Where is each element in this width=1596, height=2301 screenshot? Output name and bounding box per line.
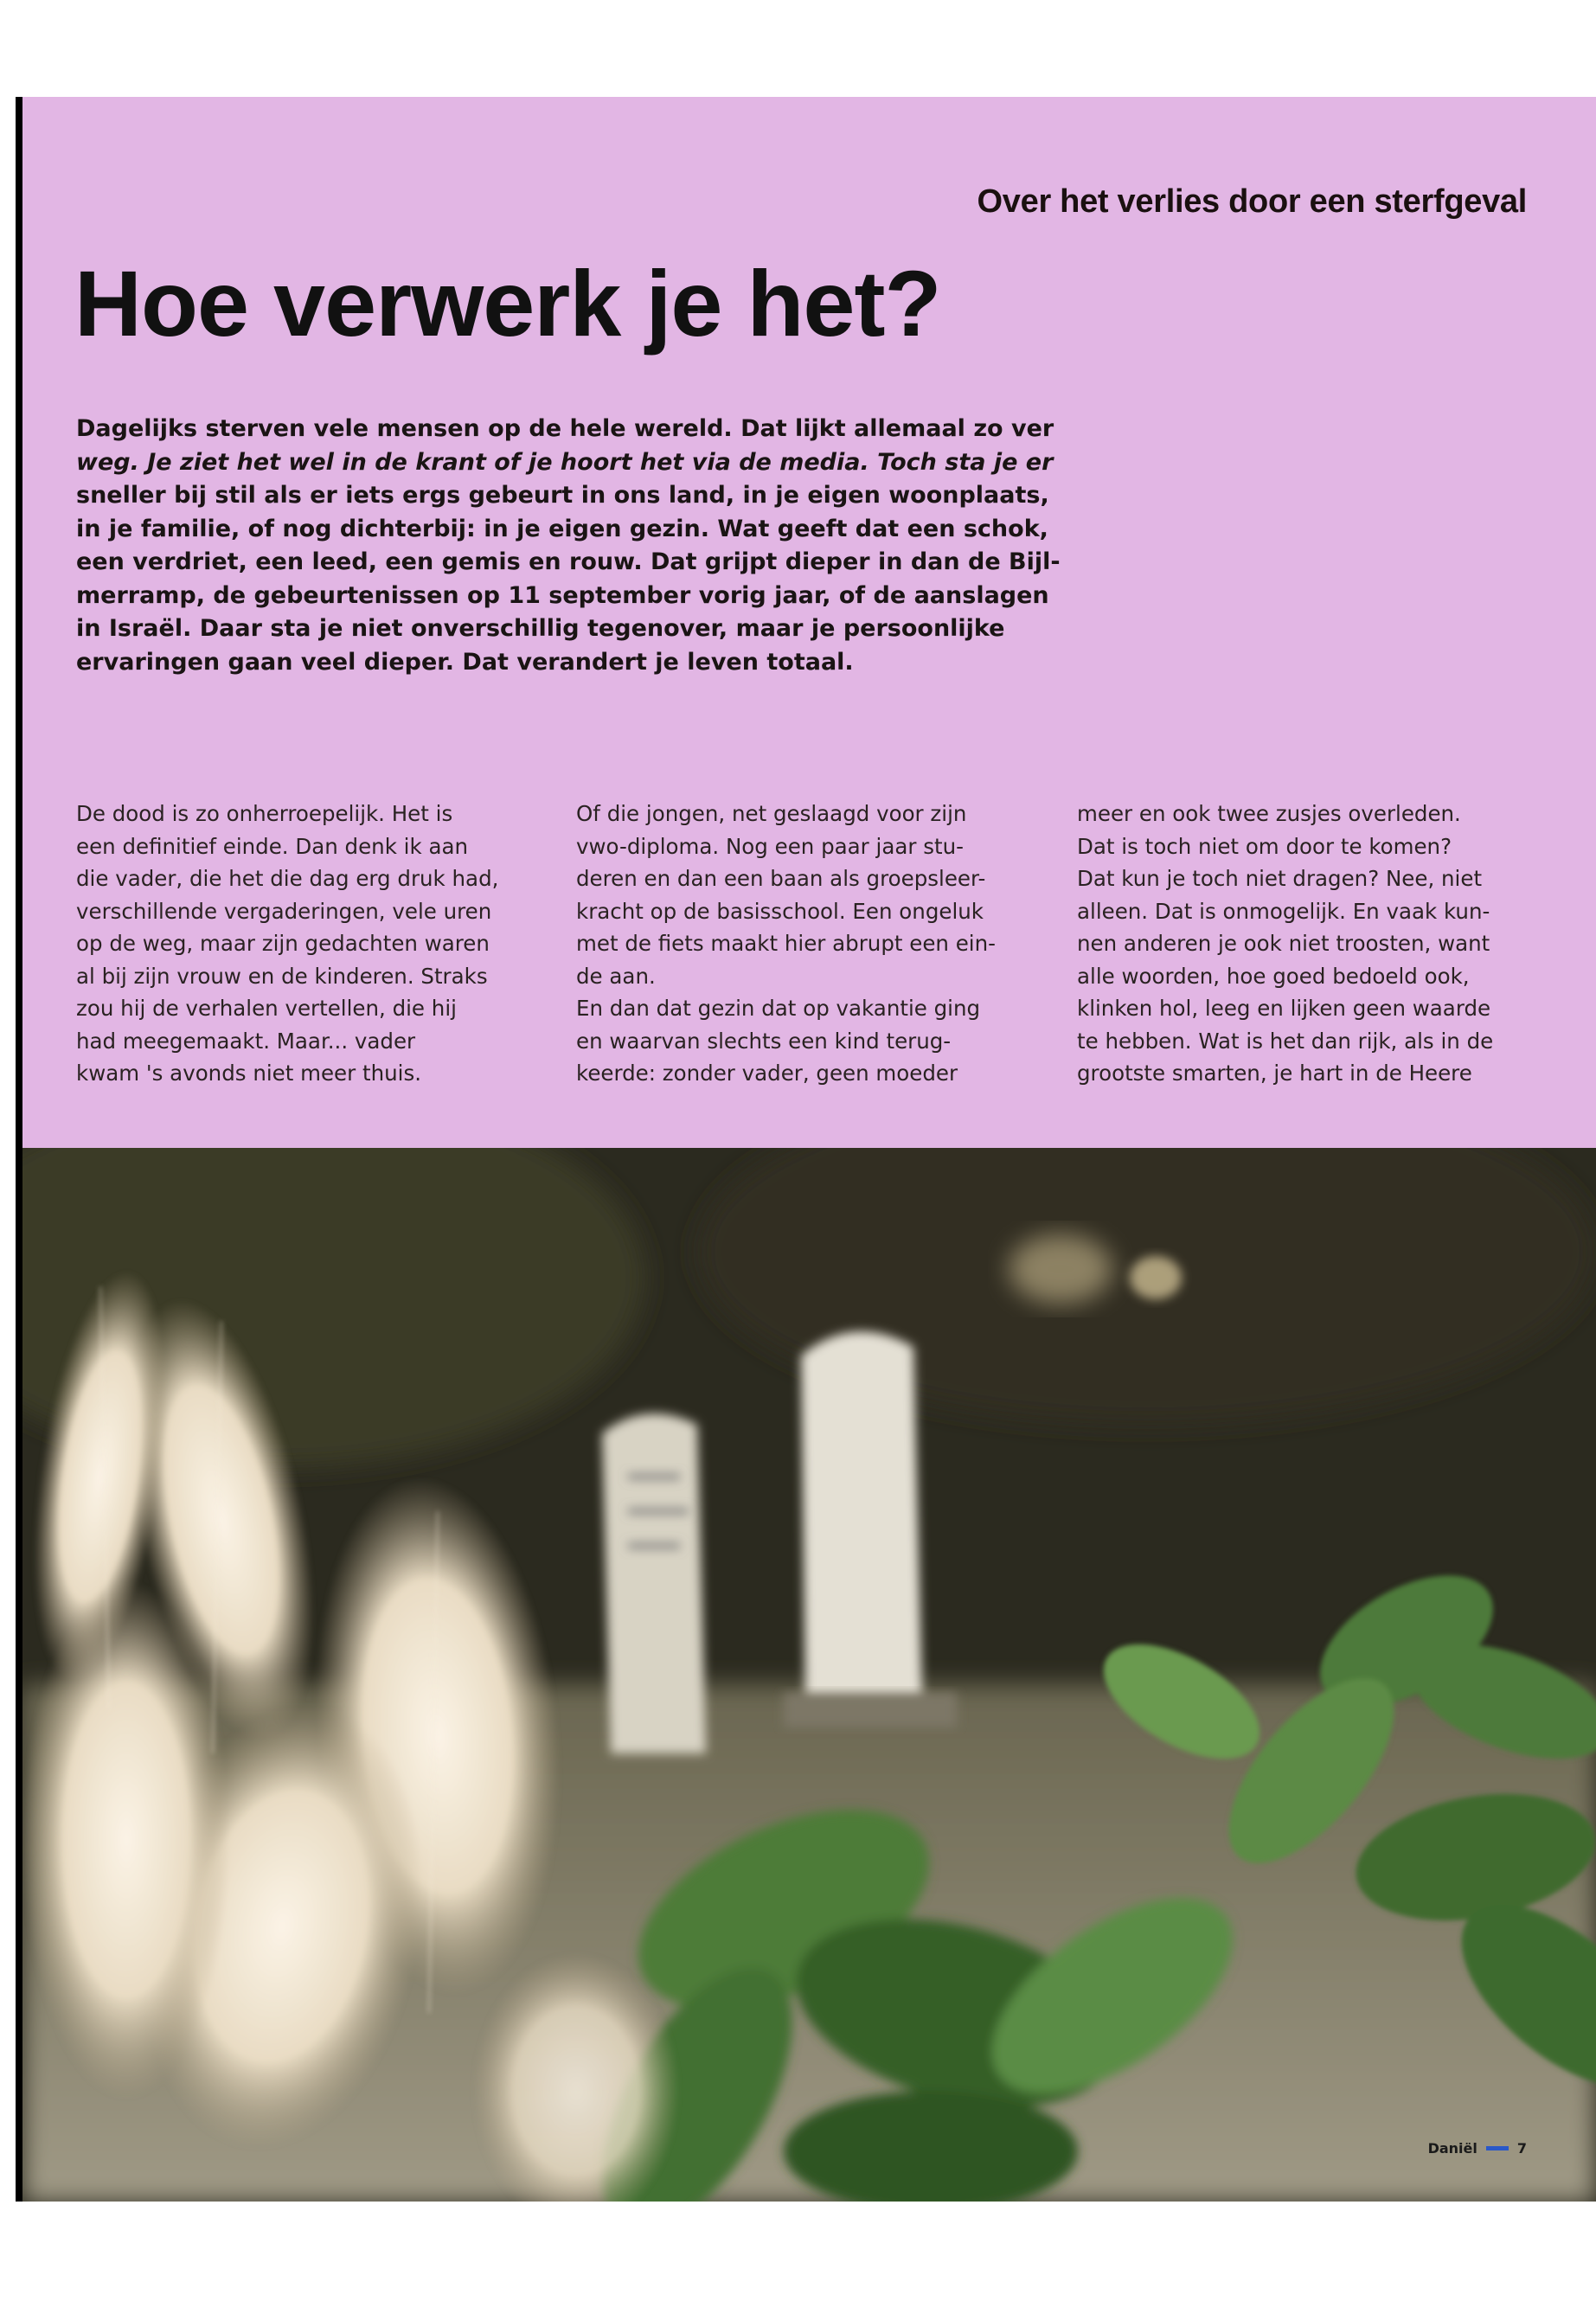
- body-line: alle woorden, hoe goed bedoeld ook,: [1077, 963, 1470, 989]
- cemetery-photo-illustration: [22, 1148, 1596, 2202]
- body-line: grootste smarten, je hart in de Heere: [1077, 1061, 1472, 1086]
- body-column-2: [576, 798, 1061, 1090]
- footer-accent-bar: [1486, 2146, 1509, 2150]
- body-line: Dat kun je toch niet dragen? Nee, niet: [1077, 866, 1483, 891]
- body-line: alleen. Dat is onmogelijk. En vaak kun-: [1077, 898, 1490, 924]
- body-line: op de weg, maar zijn gedachten waren: [76, 931, 490, 956]
- body-line: vwo-diploma. Nog een paar jaar stu-: [576, 833, 964, 859]
- body-line: kracht op de basisschool. Een ongeluk: [576, 898, 984, 924]
- intro-line: in je familie, of nog dichterbij: in je eigen gezin. Wat geeft dat een schok,: [76, 515, 1048, 542]
- body-line: En dan dat gezin dat op vakantie ging: [576, 996, 981, 1021]
- intro-line: Dagelijks sterven vele mensen op de hele wereld. Dat lijkt allemaal zo ver: [76, 415, 1054, 442]
- body-line: zou hij de verhalen vertellen, die hij: [76, 996, 457, 1021]
- article-kicker: Over het verlies door een sterfgeval: [977, 183, 1527, 220]
- body-column-3: [1077, 798, 1561, 1090]
- body-line: met de fiets maakt hier abrupt een ein-: [576, 931, 996, 956]
- body-line: Of die jongen, net geslaagd voor zijn: [576, 801, 967, 826]
- cemetery-photo: [22, 1148, 1596, 2202]
- article-title: Hoe verwerk je het?: [74, 251, 941, 356]
- intro-line: een verdriet, een leed, een gemis en rouw. Dat grijpt dieper in dan de Bijl-: [76, 548, 1061, 575]
- body-line: klinken hol, leeg en lijken geen waarde: [1077, 996, 1491, 1021]
- page-footer: [1428, 2140, 1527, 2157]
- body-line: te hebben. Wat is het dan rijk, als in de: [1077, 1028, 1494, 1054]
- body-line: nen anderen je ook niet troosten, want: [1077, 931, 1490, 956]
- magazine-name: Daniël: [1427, 2140, 1477, 2157]
- body-line: meer en ook twee zusjes overleden.: [1077, 801, 1461, 826]
- body-line: al bij zijn vrouw en de kinderen. Straks: [76, 963, 488, 989]
- body-line: Dat is toch niet om door te komen?: [1077, 833, 1452, 859]
- body-line: verschillende vergaderingen, vele uren: [76, 898, 492, 924]
- body-line: De dood is zo onherroepelijk. Het is: [76, 801, 453, 826]
- body-line: en waarvan slechts een kind terug-: [576, 1028, 952, 1054]
- body-line: een definitief einde. Dan denk ik aan: [76, 833, 469, 859]
- body-line: had meegemaakt. Maar... vader: [76, 1028, 416, 1054]
- page-number: 7: [1516, 2140, 1527, 2157]
- intro-paragraph: [76, 413, 1061, 679]
- body-line: de aan.: [576, 963, 656, 989]
- article-header-panel: [22, 97, 1596, 1148]
- body-column-1: [76, 798, 561, 1090]
- body-line: keerde: zonder vader, geen moeder: [576, 1061, 958, 1086]
- intro-line: merramp, de gebeurtenissen op 11 september vorig jaar, of de aanslagen: [76, 581, 1049, 609]
- intro-line: in Israël. Daar sta je niet onverschillig tegenover, maar je persoonlijke: [76, 615, 1005, 642]
- intro-line: ervaringen gaan veel dieper. Dat verandert je leven totaal.: [76, 648, 854, 676]
- body-line: kwam 's avonds niet meer thuis.: [76, 1061, 422, 1086]
- body-line: die vader, die het die dag erg druk had,: [76, 866, 499, 891]
- body-line: deren en dan een baan als groepsleer-: [576, 866, 986, 891]
- magazine-page: [16, 97, 1596, 2202]
- intro-line: sneller bij stil als er iets ergs gebeurt in ons land, in je eigen woonplaats,: [76, 482, 1049, 509]
- intro-line: weg. Je ziet het wel in de krant of je hoort het via de media. Toch sta je er: [76, 448, 1054, 476]
